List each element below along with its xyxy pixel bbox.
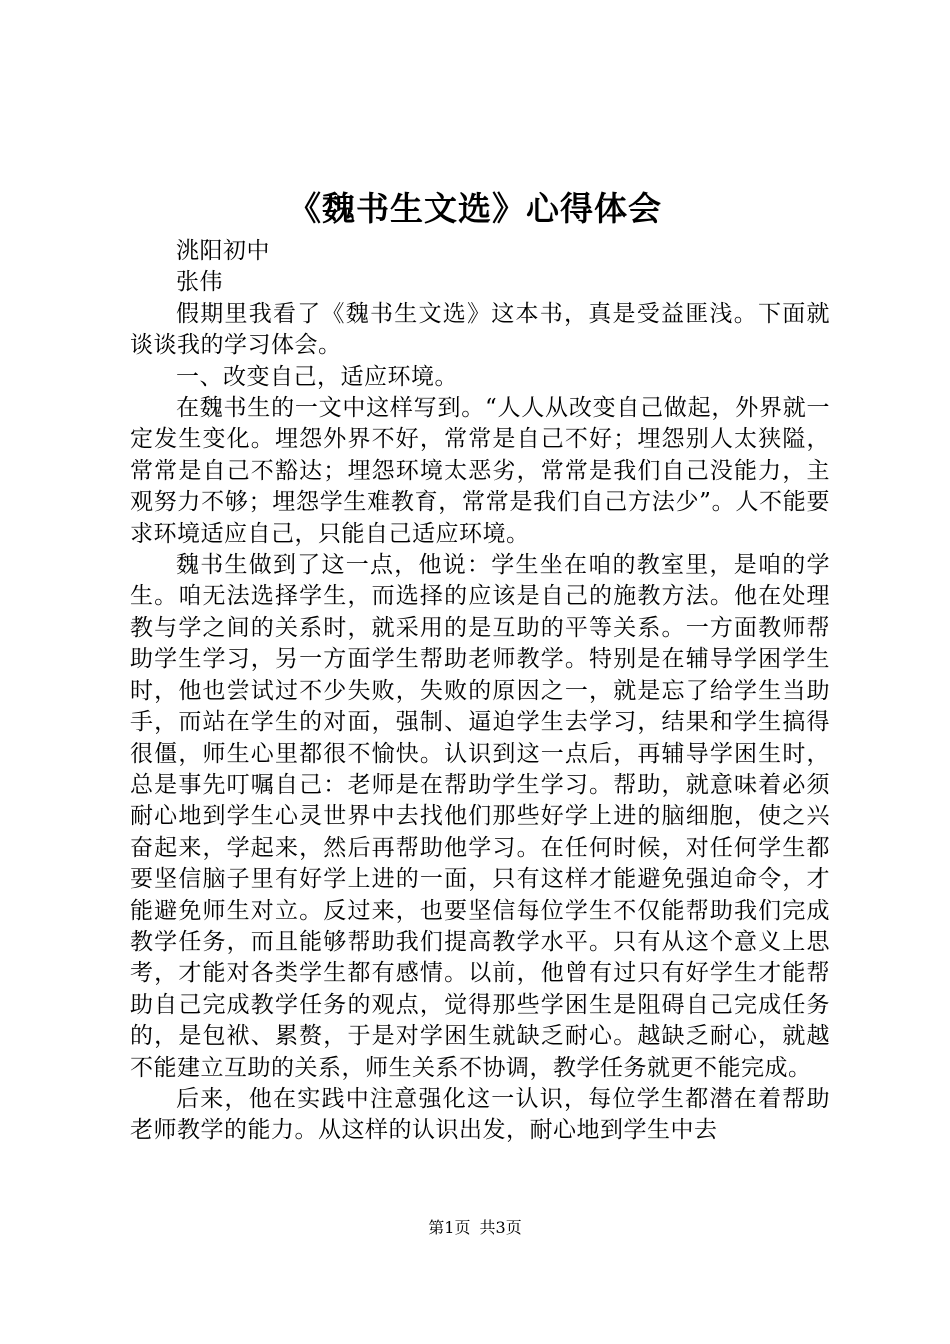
section-heading: 一、改变自己，适应环境。 — [176, 363, 458, 390]
document-body — [130, 236, 830, 1147]
page-total: 共3页 — [479, 1218, 522, 1237]
paragraph: 魏书生做到了这一点，他说：学生坐在咱的教室里，是咱的学生。咱无法选择学生，而选择的应该是自己的施教方法。他在处理教与学之间的关系时，就采用的是互助的平等关系。一方面教师帮助学生学习，另一方面学生帮助老师教学。特别是在辅导学困学生时，他也尝试过不少失败，失败的原因之一，就是忘了给学生当助手，而站在学生的对面，强制、逼迫学生去学习，结果和学生搞得很僵，师生心里都很不愉快。认识到这一点后，再辅导学困生时，总是事先叮嘱自己：老师是在帮助学生学习。帮助，就意味着必须耐心地到学生心灵世界中去找他们那些好学上进的脑细胞，使之兴奋起来，学起来，然后再帮助他学习。在任何时候，对任何学生都要坚信脑子里有好学上进的一面，只有这样才能避免强迫命令，才能避免师生对立。反过来，也要坚信每位学生不仅能帮助我们完成教学任务，而且能够帮助我们提高教学水平。只有从这个意义上思考，才能对各类学生都有感情。以前，他曾有过只有好学生才能帮助自己完成教学任务的观点，觉得那些学困生是阻碍自己完成任务的，是包袱、累赘，于是对学困生就缺乏耐心。越缺乏耐心，就越不能建立互助的关系，师生关系不协调，教学任务就更不能完成。 — [130, 552, 830, 1081]
school-line: 洮阳初中 — [176, 238, 270, 264]
paragraph: 后来，他在实践中注意强化这一认识，每位学生都潜在着帮助老师教学的能力。从这样的认识出发，耐心地到学生中去 — [130, 1085, 830, 1144]
document-title: 《魏书生文选》心得体会 — [288, 189, 662, 228]
author-line: 张伟 — [176, 269, 223, 296]
paragraph: 在魏书生的一文中这样写到。“人人从改变自己做起，外界就一定发生变化。埋怨外界不好，常常是自己不好；埋怨别人太狭隘，常常是自己不豁达；埋怨环境太恶劣，常常是我们自己没能力，主观努力不够；埋怨学生难教育，常常是我们自己方法少”。人不能要求环境适应自己，只能自己适应环境。 — [130, 395, 830, 547]
page-footer — [0, 1216, 950, 1240]
paragraph: 假期里我看了《魏书生文选》这本书，真是受益匪浅。下面就谈谈我的学习体会。 — [130, 300, 830, 359]
page-number: 第1页 — [428, 1218, 471, 1237]
